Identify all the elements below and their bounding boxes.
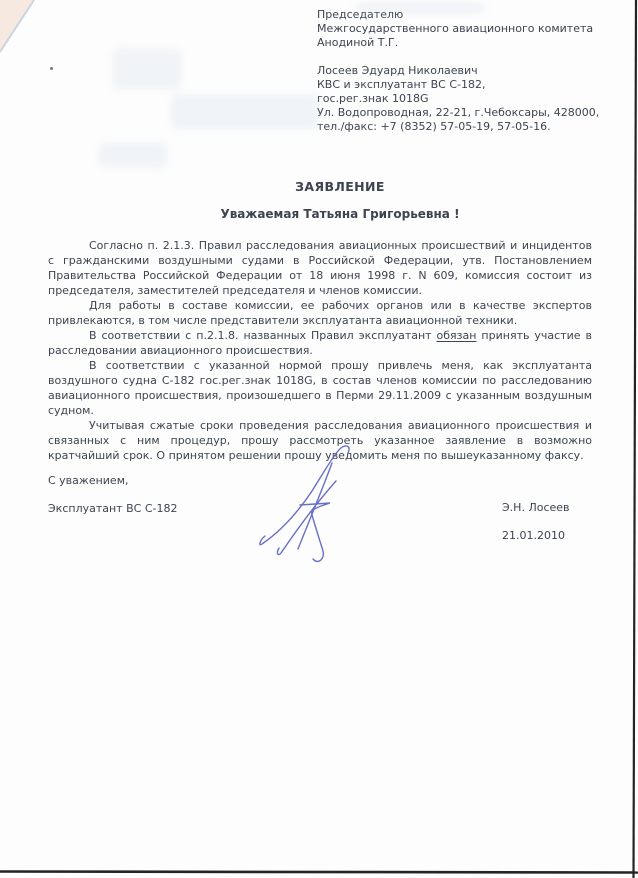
handwritten-signature-icon [248, 441, 363, 571]
sender-line: Лосеев Эдуард Николаевич [317, 64, 478, 77]
recipient-block [317, 8, 617, 50]
recipient-line: Межгосударственного авиационного комитета [317, 22, 594, 35]
letter-body [48, 238, 592, 463]
bleed-through-ghost [98, 142, 168, 168]
sender-block [317, 64, 617, 134]
letter-date: 21.01.2010 [502, 529, 565, 542]
paragraph-3 [48, 328, 592, 358]
closing-salutation: С уважением, [48, 474, 129, 487]
bleed-through-ghost [355, 2, 485, 14]
ink-speck [50, 67, 53, 70]
page-corner-edge [0, 0, 34, 52]
scan-edge-bottom [0, 872, 638, 873]
sender-line: тел./факс: +7 (8352) 57-05-19, 57-05-16. [317, 120, 551, 133]
sender-line: КВС и эксплуатант ВС С-182, [317, 78, 486, 91]
recipient-line: Анодиной Т.Г. [317, 36, 399, 49]
scan-edge-right [634, 0, 637, 878]
paragraph-3-text: принять участие в расследовании авиационного происшествия. [48, 329, 592, 357]
signer-role-label: Эксплуатант ВС С-182 [48, 502, 178, 515]
paragraph-2: Для работы в составе комиссии, ее рабочих органов или в качестве экспертов привлекаются, в том числе представители эксплуатанта авиационной техники. [48, 299, 592, 327]
signer-name: Э.Н. Лосеев [502, 501, 570, 514]
underlined-word: обязан [436, 329, 477, 342]
bleed-through-ghost [170, 94, 320, 130]
sender-line: Ул. Водопроводная, 22-21, г.Чебоксары, 428000, [317, 106, 600, 119]
sender-line: гос.рег.знак 1018G [317, 92, 429, 105]
letter-title: ЗАЯВЛЕНИЕ [295, 179, 385, 194]
paragraph-1: Согласно п. 2.1.3. Правил расследования авиационных происшествий и инцидентов с гражданскими воздушными судами в Российской Федерации, утв. Постановлением Правительства Российской Федерации от 18 июня 1998 г. N 609, комиссия состоит из председателя, заместителей председателя и членов комиссии. [48, 239, 592, 297]
address-column [317, 8, 617, 148]
recipient-line: Председателю [317, 8, 404, 21]
paragraph-3-text: В соответствии с п.2.1.8. названных Правил эксплуатант [89, 329, 437, 342]
page-corner-fold [0, 0, 34, 52]
bleed-through-ghost [112, 48, 182, 90]
paragraph-4: В соответствии с указанной нормой прошу привлечь меня, как эксплуатанта воздушного судна С-182 гос.рег.знак 1018G, в состав членов комиссии по расследованию авиационного происшествия, произошедшего в Перми 29.11.2009 с указанным воздушным судном. [48, 359, 592, 417]
greeting-line: Уважаемая Татьяна Григорьевна ! [220, 207, 460, 221]
paragraph-5: Учитывая сжатые сроки проведения расследования авиационного происшествия и связанных с ним процедур, прошу рассмотреть указанное заявление в возможно кратчайший срок. О принятом решении прошу уведомить меня по вышеуказанному факсу. [48, 419, 592, 462]
